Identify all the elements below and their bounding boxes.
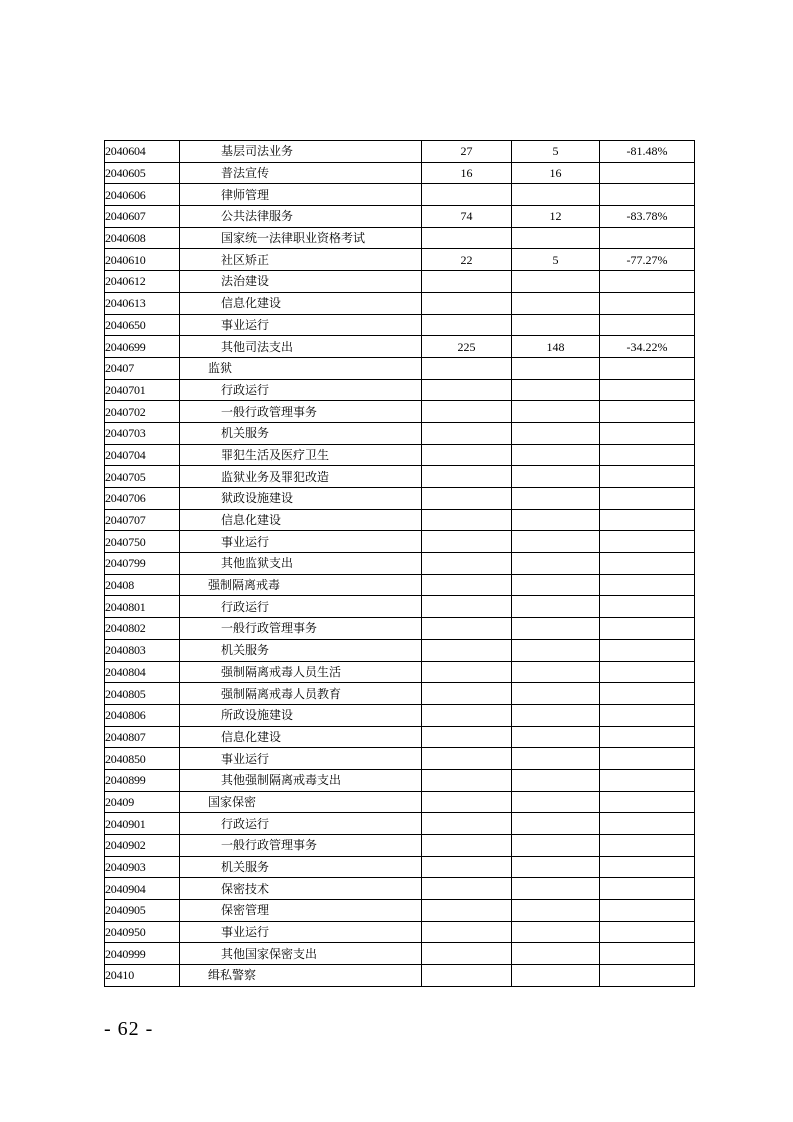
- cell-code: 2040799: [105, 553, 180, 575]
- cell-value-1: [422, 900, 512, 922]
- cell-value-2: [512, 509, 600, 531]
- cell-code: 2040613: [105, 292, 180, 314]
- budget-table-body: [105, 141, 695, 987]
- table-row: [105, 596, 695, 618]
- cell-value-1: [422, 683, 512, 705]
- cell-value-1: [422, 466, 512, 488]
- cell-value-1: [422, 639, 512, 661]
- cell-name: 行政运行: [180, 813, 422, 835]
- cell-name: 保密管理: [180, 900, 422, 922]
- cell-value-2: [512, 422, 600, 444]
- cell-name: 狱政设施建设: [180, 488, 422, 510]
- cell-change: [600, 856, 695, 878]
- cell-value-1: [422, 965, 512, 987]
- cell-value-1: [422, 531, 512, 553]
- cell-value-1: [422, 271, 512, 293]
- table-row: [105, 683, 695, 705]
- budget-table: [104, 140, 695, 987]
- cell-name: 机关服务: [180, 639, 422, 661]
- cell-code: 2040804: [105, 661, 180, 683]
- cell-code: 2040701: [105, 379, 180, 401]
- cell-change: [600, 639, 695, 661]
- cell-name: 社区矫正: [180, 249, 422, 271]
- cell-value-2: [512, 965, 600, 987]
- cell-value-1: [422, 596, 512, 618]
- table-row: [105, 509, 695, 531]
- cell-value-2: [512, 726, 600, 748]
- cell-value-2: 5: [512, 249, 600, 271]
- cell-code: 2040850: [105, 748, 180, 770]
- cell-value-2: [512, 943, 600, 965]
- cell-name: 缉私警察: [180, 965, 422, 987]
- cell-value-2: [512, 661, 600, 683]
- cell-value-2: [512, 639, 600, 661]
- cell-name: 国家统一法律职业资格考试: [180, 227, 422, 249]
- cell-name: 强制隔离戒毒人员生活: [180, 661, 422, 683]
- table-row: [105, 336, 695, 358]
- cell-code: 20409: [105, 791, 180, 813]
- cell-value-1: [422, 292, 512, 314]
- cell-change: [600, 509, 695, 531]
- table-row: [105, 162, 695, 184]
- cell-code: 2040610: [105, 249, 180, 271]
- cell-value-1: [422, 618, 512, 640]
- cell-code: 2040702: [105, 401, 180, 423]
- table-row: [105, 466, 695, 488]
- table-row: [105, 422, 695, 444]
- cell-value-1: [422, 314, 512, 336]
- cell-name: 机关服务: [180, 422, 422, 444]
- cell-change: [600, 227, 695, 249]
- cell-change: [600, 965, 695, 987]
- cell-name: 行政运行: [180, 596, 422, 618]
- cell-code: 20407: [105, 357, 180, 379]
- table-row: [105, 314, 695, 336]
- cell-code: 2040750: [105, 531, 180, 553]
- cell-value-2: [512, 314, 600, 336]
- cell-code: 2040605: [105, 162, 180, 184]
- cell-value-2: [512, 444, 600, 466]
- cell-change: [600, 357, 695, 379]
- cell-code: 2040612: [105, 271, 180, 293]
- cell-name: 信息化建设: [180, 509, 422, 531]
- cell-value-2: 12: [512, 206, 600, 228]
- cell-value-1: [422, 227, 512, 249]
- cell-name: 一般行政管理事务: [180, 401, 422, 423]
- table-row: [105, 401, 695, 423]
- cell-value-2: 5: [512, 141, 600, 163]
- cell-change: [600, 379, 695, 401]
- cell-value-1: [422, 704, 512, 726]
- cell-change: [600, 553, 695, 575]
- cell-name: 其他强制隔离戒毒支出: [180, 769, 422, 791]
- cell-change: [600, 813, 695, 835]
- cell-code: 2040903: [105, 856, 180, 878]
- cell-value-1: [422, 748, 512, 770]
- cell-code: 2040899: [105, 769, 180, 791]
- table-row: [105, 227, 695, 249]
- cell-value-1: [422, 921, 512, 943]
- table-row: [105, 292, 695, 314]
- cell-change: [600, 791, 695, 813]
- table-row: [105, 943, 695, 965]
- cell-change: [600, 314, 695, 336]
- cell-change: [600, 488, 695, 510]
- cell-value-2: [512, 835, 600, 857]
- cell-name: 基层司法业务: [180, 141, 422, 163]
- cell-change: [600, 661, 695, 683]
- cell-change: -34.22%: [600, 336, 695, 358]
- cell-code: 2040650: [105, 314, 180, 336]
- cell-value-2: [512, 900, 600, 922]
- cell-change: [600, 574, 695, 596]
- cell-name: 保密技术: [180, 878, 422, 900]
- cell-code: 2040950: [105, 921, 180, 943]
- cell-change: [600, 921, 695, 943]
- cell-change: [600, 769, 695, 791]
- cell-value-2: [512, 683, 600, 705]
- cell-value-1: [422, 509, 512, 531]
- cell-value-2: 16: [512, 162, 600, 184]
- cell-value-2: [512, 878, 600, 900]
- cell-code: 2040707: [105, 509, 180, 531]
- cell-code: 2040806: [105, 704, 180, 726]
- cell-value-1: 225: [422, 336, 512, 358]
- cell-code: 2040706: [105, 488, 180, 510]
- cell-change: [600, 271, 695, 293]
- cell-name: 其他国家保密支出: [180, 943, 422, 965]
- cell-value-2: [512, 401, 600, 423]
- cell-code: 2040703: [105, 422, 180, 444]
- cell-code: 2040704: [105, 444, 180, 466]
- table-row: [105, 835, 695, 857]
- table-row: [105, 813, 695, 835]
- cell-value-2: [512, 769, 600, 791]
- cell-value-1: [422, 401, 512, 423]
- table-row: [105, 531, 695, 553]
- table-row: [105, 618, 695, 640]
- cell-value-1: [422, 357, 512, 379]
- cell-value-1: [422, 661, 512, 683]
- cell-value-1: [422, 184, 512, 206]
- cell-change: [600, 162, 695, 184]
- cell-value-2: [512, 466, 600, 488]
- cell-name: 信息化建设: [180, 292, 422, 314]
- cell-value-1: [422, 726, 512, 748]
- cell-name: 监狱业务及罪犯改造: [180, 466, 422, 488]
- table-row: [105, 900, 695, 922]
- cell-name: 强制隔离戒毒: [180, 574, 422, 596]
- table-row: [105, 357, 695, 379]
- table-row: [105, 141, 695, 163]
- cell-name: 普法宣传: [180, 162, 422, 184]
- cell-change: [600, 401, 695, 423]
- cell-change: [600, 531, 695, 553]
- cell-name: 公共法律服务: [180, 206, 422, 228]
- cell-change: [600, 422, 695, 444]
- cell-name: 行政运行: [180, 379, 422, 401]
- cell-code: 2040608: [105, 227, 180, 249]
- table-row: [105, 965, 695, 987]
- cell-change: [600, 618, 695, 640]
- cell-value-1: [422, 444, 512, 466]
- cell-value-2: [512, 292, 600, 314]
- table-row: [105, 921, 695, 943]
- cell-value-2: [512, 357, 600, 379]
- cell-code: 2040805: [105, 683, 180, 705]
- cell-code: 2040699: [105, 336, 180, 358]
- table-row: [105, 704, 695, 726]
- cell-change: [600, 683, 695, 705]
- cell-code: 2040607: [105, 206, 180, 228]
- cell-value-2: [512, 227, 600, 249]
- cell-value-1: [422, 835, 512, 857]
- cell-code: 2040604: [105, 141, 180, 163]
- cell-code: 2040705: [105, 466, 180, 488]
- cell-value-1: [422, 422, 512, 444]
- cell-name: 一般行政管理事务: [180, 835, 422, 857]
- cell-code: 2040801: [105, 596, 180, 618]
- cell-name: 监狱: [180, 357, 422, 379]
- cell-value-1: 27: [422, 141, 512, 163]
- cell-code: 2040606: [105, 184, 180, 206]
- cell-name: 事业运行: [180, 531, 422, 553]
- cell-change: [600, 466, 695, 488]
- cell-code: 20408: [105, 574, 180, 596]
- cell-change: [600, 878, 695, 900]
- cell-value-1: [422, 878, 512, 900]
- cell-name: 其他司法支出: [180, 336, 422, 358]
- cell-value-2: [512, 184, 600, 206]
- cell-change: [600, 726, 695, 748]
- cell-code: 2040905: [105, 900, 180, 922]
- cell-change: [600, 704, 695, 726]
- table-row: [105, 769, 695, 791]
- cell-code: 2040904: [105, 878, 180, 900]
- table-row: [105, 488, 695, 510]
- cell-value-2: [512, 618, 600, 640]
- cell-code: 2040807: [105, 726, 180, 748]
- cell-value-1: [422, 791, 512, 813]
- cell-change: [600, 444, 695, 466]
- cell-code: 2040999: [105, 943, 180, 965]
- table-row: [105, 249, 695, 271]
- cell-value-1: 74: [422, 206, 512, 228]
- cell-value-2: 148: [512, 336, 600, 358]
- cell-value-2: [512, 791, 600, 813]
- cell-value-2: [512, 596, 600, 618]
- cell-name: 事业运行: [180, 921, 422, 943]
- table-row: [105, 271, 695, 293]
- table-row: [105, 726, 695, 748]
- cell-change: -83.78%: [600, 206, 695, 228]
- cell-value-2: [512, 813, 600, 835]
- cell-value-2: [512, 856, 600, 878]
- cell-value-2: [512, 379, 600, 401]
- cell-value-1: 22: [422, 249, 512, 271]
- cell-code: 2040901: [105, 813, 180, 835]
- cell-name: 律师管理: [180, 184, 422, 206]
- cell-value-1: [422, 574, 512, 596]
- cell-value-2: [512, 531, 600, 553]
- cell-name: 罪犯生活及医疗卫生: [180, 444, 422, 466]
- table-row: [105, 791, 695, 813]
- cell-value-2: [512, 553, 600, 575]
- cell-change: [600, 835, 695, 857]
- cell-value-2: [512, 271, 600, 293]
- cell-value-2: [512, 748, 600, 770]
- cell-name: 事业运行: [180, 314, 422, 336]
- table-row: [105, 553, 695, 575]
- cell-name: 所政设施建设: [180, 704, 422, 726]
- cell-value-1: [422, 379, 512, 401]
- cell-value-2: [512, 574, 600, 596]
- table-row: [105, 444, 695, 466]
- page-number: - 62 -: [104, 1018, 154, 1040]
- cell-name: 一般行政管理事务: [180, 618, 422, 640]
- table-row: [105, 661, 695, 683]
- cell-change: [600, 184, 695, 206]
- cell-code: 2040803: [105, 639, 180, 661]
- cell-value-2: [512, 921, 600, 943]
- cell-change: -77.27%: [600, 249, 695, 271]
- cell-change: [600, 596, 695, 618]
- cell-value-1: [422, 856, 512, 878]
- cell-name: 国家保密: [180, 791, 422, 813]
- cell-change: [600, 943, 695, 965]
- cell-value-2: [512, 488, 600, 510]
- table-row: [105, 748, 695, 770]
- table-row: [105, 184, 695, 206]
- cell-code: 20410: [105, 965, 180, 987]
- cell-name: 强制隔离戒毒人员教育: [180, 683, 422, 705]
- cell-value-1: [422, 553, 512, 575]
- cell-change: [600, 900, 695, 922]
- cell-value-2: [512, 704, 600, 726]
- table-row: [105, 856, 695, 878]
- cell-change: [600, 748, 695, 770]
- cell-name: 法治建设: [180, 271, 422, 293]
- cell-value-1: [422, 488, 512, 510]
- cell-code: 2040902: [105, 835, 180, 857]
- table-row: [105, 206, 695, 228]
- cell-value-1: [422, 943, 512, 965]
- cell-name: 信息化建设: [180, 726, 422, 748]
- table-row: [105, 379, 695, 401]
- cell-change: [600, 292, 695, 314]
- cell-value-1: [422, 813, 512, 835]
- cell-name: 其他监狱支出: [180, 553, 422, 575]
- table-row: [105, 639, 695, 661]
- cell-value-1: 16: [422, 162, 512, 184]
- cell-change: -81.48%: [600, 141, 695, 163]
- cell-name: 机关服务: [180, 856, 422, 878]
- cell-code: 2040802: [105, 618, 180, 640]
- table-row: [105, 574, 695, 596]
- cell-value-1: [422, 769, 512, 791]
- cell-name: 事业运行: [180, 748, 422, 770]
- table-row: [105, 878, 695, 900]
